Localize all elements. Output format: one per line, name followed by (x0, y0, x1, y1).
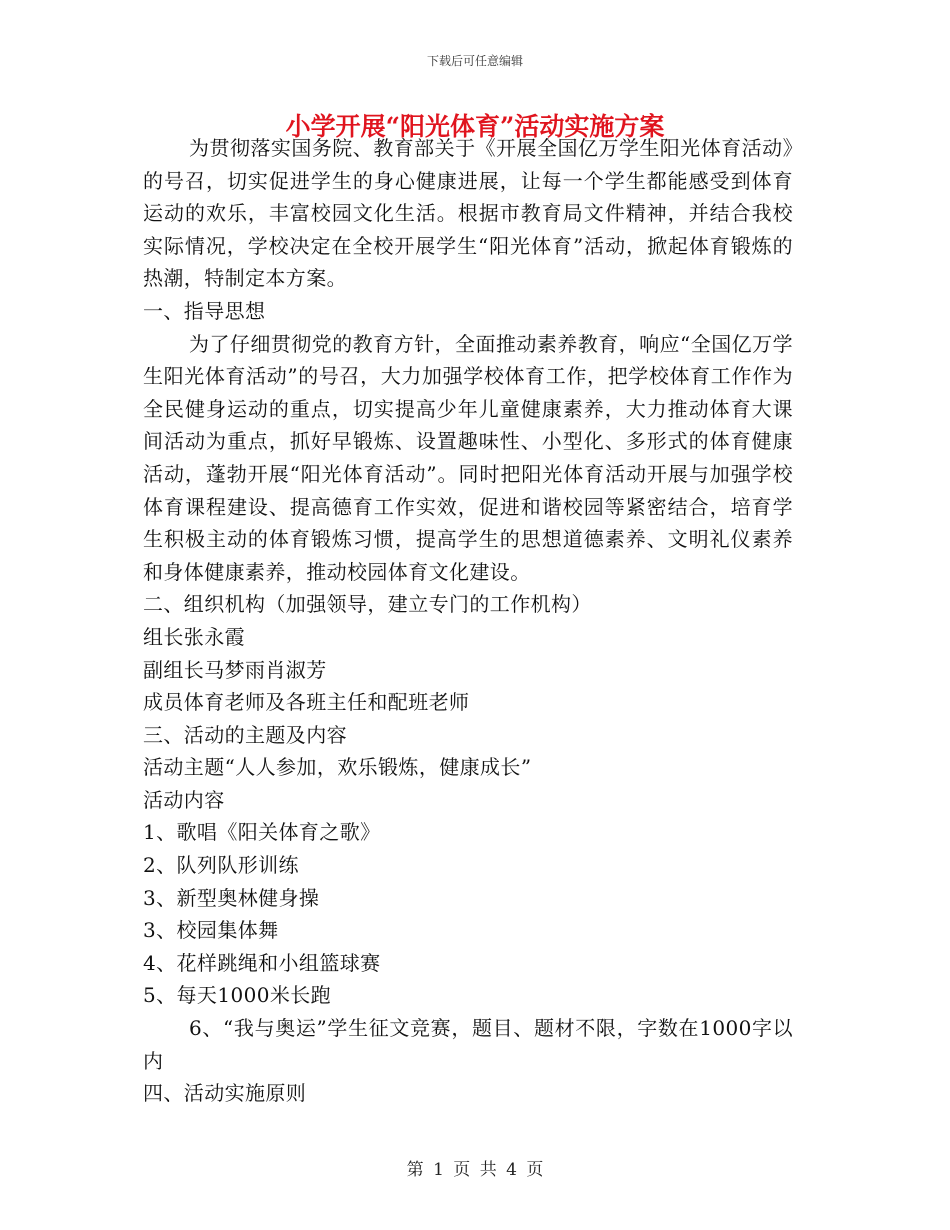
activity-item: 4、花样跳绳和小组篮球赛 (143, 950, 381, 975)
activity-content-heading: 活动内容 (143, 787, 225, 812)
activity-item: 3、新型奥林健身操 (143, 885, 320, 910)
section-heading-theme-content: 三、活动的主题及内容 (143, 722, 347, 747)
group-leader-line: 组长张永霞 (143, 624, 245, 649)
activity-item: 3、校园集体舞 (143, 918, 279, 943)
document-body (143, 132, 793, 1110)
intro-paragraph: 为贯彻落实国务院、教育部关于《开展全国亿万学生阳光体育活动》的号召，切实促进学生的身心健康进展，让每一个学生都能感受到体育运动的欢乐，丰富校园文化生活。根据市教育局文件精神，并结合我校实际情况，学校决定在全校开展学生“阳光体育”活动，掀起体育锻炼的热潮，特制定本方案。 (143, 136, 793, 291)
section-heading-guiding-ideology: 一、指导思想 (143, 298, 266, 323)
section-heading-principles: 四、活动实施原则 (143, 1081, 307, 1106)
activity-item: 1、歌唱《阳关体育之歌》 (143, 820, 381, 845)
page-number-footer: 第 1 页 共 4 页 (406, 1160, 544, 1180)
page-header-note: 下载后可任意编辑 (426, 54, 523, 68)
activity-item: 6、“我与奥运”学生征文竞赛，题目、题材不限，字数在1000字以内 (143, 1016, 793, 1073)
activity-theme-line: 活动主题“人人参加，欢乐锻炼，健康成长” (143, 755, 532, 780)
section-heading-organization: 二、组织机构（加强领导，建立专门的工作机构） (143, 592, 592, 617)
activity-item: 2、队列队形训练 (143, 853, 299, 878)
deputy-leader-line: 副组长马梦雨肖淑芳 (143, 657, 327, 682)
members-line: 成员体育老师及各班主任和配班老师 (143, 690, 470, 715)
document-title: 小学开展“阳光体育”活动实施方案 (285, 112, 665, 141)
guiding-ideology-paragraph: 为了仔细贯彻党的教育方针，全面推动素养教育，响应“全国亿万学生阳光体育活动”的号召，大力加强学校体育工作，把学校体育工作作为全民健身运动的重点，切实提高少年儿童健康素养，大力推动体育大课间活动为重点，抓好早锻炼、设置趣味性、小型化、多形式的体育健康活动，蓬勃开展“阳光体育活动”。同时把阳光体育活动开展与加强学校体育课程建设、提高德育工作实效，促进和谐校园等紧密结合，培育学生积极主动的体育锻炼习惯，提高学生的思想道德素养、文明礼仪素养和身体健康素养，推动校园体育文化建设。 (143, 331, 793, 584)
activity-item: 5、每天1000米长跑 (143, 983, 332, 1008)
